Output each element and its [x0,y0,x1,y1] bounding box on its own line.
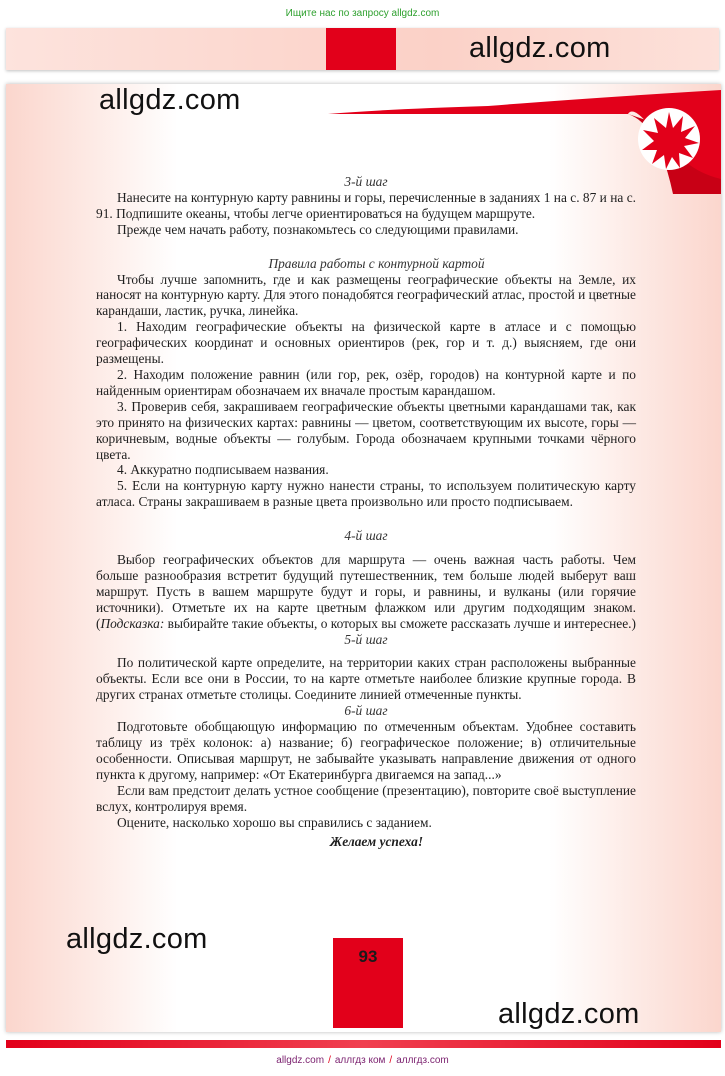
chapter-title-line1: ЛИТОСФЕРА — ТВЁРДАЯ ОБОЛОЧКА [333,119,543,156]
step-4-text-end: выбирайте такие объекты, о которых вы сможете рассказать лучше и интереснее.) [164,615,636,631]
rule-item: 4. Аккуратно подписываем названия. [117,462,329,478]
paragraph: Если вам предстоит делать устное сообщение (презентацию), повторите своё выступление вслух, контролируя время. [96,782,636,814]
watermark: allgdz.com [99,84,241,116]
step-4-text: Выбор географических объектов для маршрута — очень важная часть работы. Чем больше разнообразия встретит будущий путешественник, тем больше людей выберут ваш маршрут. Пусть в вашем маршруте будут и горы, и равнины, и вулканы (или горячие источники). Отметьте их на карте цветным флажком или другим подходящим знаком. ( [96,552,636,631]
footer-link[interactable]: аллгдз.com [396,1055,449,1066]
paragraph: Чтобы лучше запомнить, где и как размещены географические объекты на Земле, их наносят на контурную карту. Для этого понадобятся географический атлас, простой и цветные карандаши, ластик, ручка, линейка. [96,271,636,319]
rule-item: 3. Проверив себя, закрашиваем географические объекты цветными карандашами так, как это принято на физических картах: равнины — цветом, соответствующим их высоте, горы — коричневым, водные объекты — голубым. Города обозначаем крупными точками чёрного цвета. [96,398,636,462]
watermark: allgdz.com [469,32,611,64]
page-number: 93 [358,947,378,966]
step-4-heading: 4-й шаг [344,528,388,544]
footer-link[interactable]: allgdz.com [276,1055,325,1066]
closing-wish: Желаем успеха! [329,834,424,850]
step-6-heading: 6-й шаг [344,703,388,719]
previous-page-red-block [326,28,396,70]
rule-item: 5. Если на контурную карту нужно нанести страны, то используем политическую карту атласа. Страны закрашиваем в разные цвета произвольно или просто подписываем. [96,478,636,510]
rule-item: 1. Находим географические объекты на физической карте в атласе и с помощью географических координат и основных ориентиров (рек, гор и т. д.) выясняем, где они размещены. [96,319,636,367]
footer-link[interactable]: аллгдз ком [334,1055,386,1066]
paragraph: Прежде чем начать работу, познакомьтесь со следующими правилами. [117,221,519,237]
main-text [96,174,636,850]
step-3-heading: 3-й шаг [344,174,388,189]
next-page-strip [6,1040,721,1048]
watermark: allgdz.com [498,998,640,1030]
paragraph: Подготовьте обобщающую информацию по отмеченным объектам. Удобнее составить таблицу из трёх колонок: а) название; б) географическое положение; в) отличительные особенности. Описывая маршрут, не забывайте указывать направление движения от одного пункта к другому, например: «От Екатеринбурга двигаемся на запад...» [96,719,636,782]
paragraph: Оцените, насколько хорошо вы справились с заданием. [117,814,432,830]
step-5-heading: 5-й шаг [344,631,388,647]
chapter-title-line2: ЗЕМЛИ [333,155,392,174]
paragraph: По политической карте определите, на территории каких стран расположены выбранные объекты. Если все они в России, то на карте отметьте наиболее близкие крупные города. В других странах отметьте столицы. Соедините линией отмеченные пункты. [96,655,636,703]
chapter-title [333,120,623,174]
paragraph [96,552,636,632]
hint-label: Подсказка: [100,615,165,631]
footer-links [0,1050,725,1072]
watermark: allgdz.com [66,923,208,955]
top-banner[interactable]: Ищите нас по запросу allgdz.com [285,8,440,19]
star-burst-icon [636,106,702,172]
paragraph: Нанесите на контурную карту равнины и горы, перечисленные в заданиях 1 на с. 87 и на с. 91. Подпишите океаны, чтобы легче ориентироваться на будущем маршруте. [96,189,636,221]
footer-separator: / [389,1055,393,1066]
rule-item: 2. Находим положение равнин (или гор, рек, озёр, городов) на контурной карте и по найденным ориентирам обозначаем их вначале простым карандашом. [96,366,636,398]
footer-separator: / [328,1055,331,1066]
rules-heading: Правила работы с контурной картой [268,255,485,271]
